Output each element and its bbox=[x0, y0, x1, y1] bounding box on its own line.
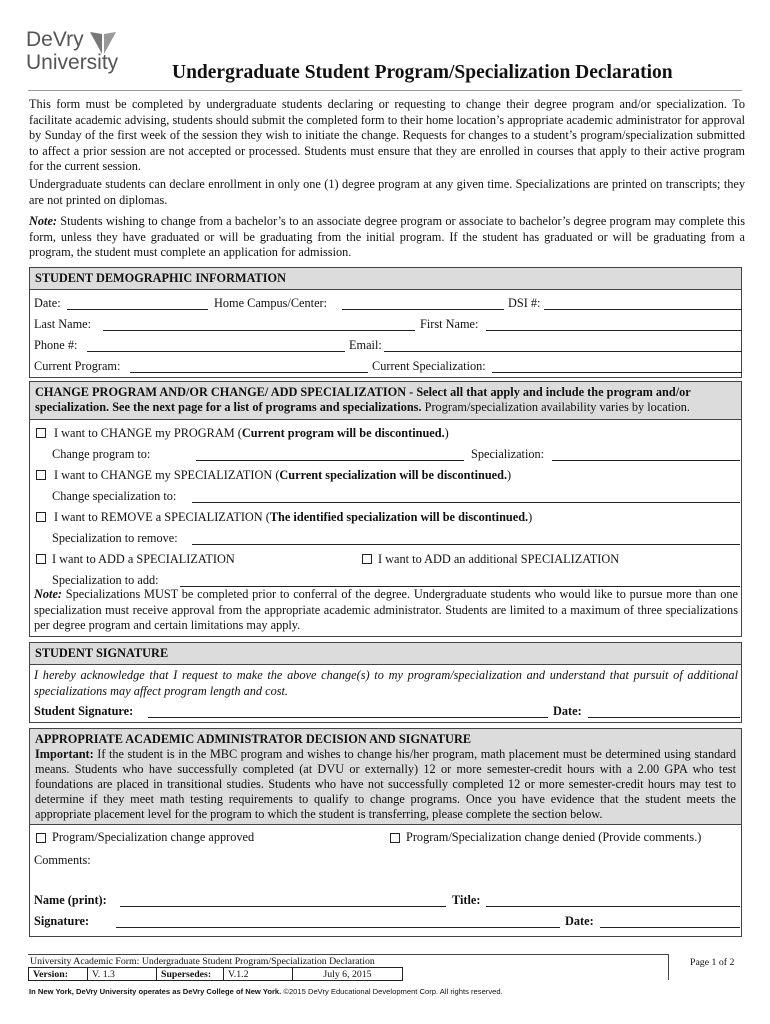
supersedes-value: V.1.2 bbox=[224, 968, 293, 981]
date-field[interactable] bbox=[67, 309, 208, 310]
add-additional-spec-checkbox[interactable] bbox=[362, 554, 372, 564]
change-spec-to-label: Change specialization to: bbox=[52, 489, 177, 503]
last-name-label: Last Name: bbox=[34, 317, 92, 331]
footer-divider bbox=[28, 954, 668, 955]
supersedes-label: Supersedes: bbox=[157, 968, 224, 981]
dsi-field[interactable] bbox=[544, 309, 742, 310]
specialization-field[interactable] bbox=[552, 460, 740, 461]
student-signature-field[interactable] bbox=[148, 717, 548, 718]
version-label: Version: bbox=[29, 968, 88, 981]
student-signature-label: Student Signature: bbox=[34, 704, 134, 718]
acknowledgement-text: I hereby acknowledge that I request to make the above change(s) to my program/specialization and understand that pursuit of additional specializations may affect program length and cost. bbox=[34, 668, 738, 698]
specialization-label: Specialization: bbox=[471, 447, 545, 461]
email-field[interactable] bbox=[384, 351, 742, 352]
version-table bbox=[28, 967, 403, 981]
student-signature-section bbox=[29, 642, 742, 723]
logo-line2: University bbox=[26, 51, 119, 74]
footer-vertical-divider bbox=[668, 954, 669, 980]
admin-signature-label: Signature: bbox=[34, 914, 90, 928]
current-spec-field[interactable] bbox=[492, 372, 742, 373]
spec-to-add-label: Specialization to add: bbox=[52, 573, 159, 587]
admin-date-field[interactable] bbox=[600, 927, 740, 928]
student-date-field[interactable] bbox=[588, 717, 740, 718]
current-program-field[interactable] bbox=[130, 372, 368, 373]
change-spec-option: I want to CHANGE my SPECIALIZATION (Current specialization will be discontinued.) bbox=[54, 468, 512, 482]
change-header: CHANGE PROGRAM AND/OR CHANGE/ ADD SPECIALIZATION - Select all that apply and include the program and/or specialization. See the next page for a list of programs and specializations. Program/specialization availability varies by location. bbox=[30, 382, 741, 420]
add-spec-option: I want to ADD a SPECIALIZATION bbox=[52, 552, 235, 566]
denied-checkbox[interactable] bbox=[390, 833, 400, 843]
comments-label: Comments: bbox=[34, 853, 91, 867]
admin-signature-field[interactable] bbox=[116, 927, 560, 928]
first-name-label: First Name: bbox=[420, 317, 479, 331]
intro-paragraph-2: Undergraduate students can declare enrollment in only one (1) degree program at any given time. Specializations are printed on transcripts; they are not printed on diplomas. bbox=[29, 177, 745, 207]
intro-note: Note: Students wishing to change from a bachelor’s to an associate degree program or associate to bachelor’s degree program may complete this form, unless they have graduated or will be graduating from the initial program. If the student has graduated or will be graduating from a program, the student must complete an application for admission. bbox=[29, 214, 745, 260]
current-program-label: Current Program: bbox=[34, 359, 121, 373]
change-spec-checkbox[interactable] bbox=[36, 470, 46, 480]
intro-paragraph-1: This form must be completed by undergraduate students declaring or requesting to change their degree program and/or specialization. To facilitate academic advising, students should submit the completed form to their home location’s appropriate academic administrator for approval by Sunday of the first week of the session they wish to initiate the change. Requests for changes to a student’s program/specialization submitted to affect a prior session are not accepted or processed. Students must ensure that they are enrolled in courses that apply to their active program for the current session. bbox=[29, 97, 745, 174]
shield-icon bbox=[88, 30, 118, 56]
name-print-field[interactable] bbox=[120, 906, 446, 907]
current-spec-label: Current Specialization: bbox=[372, 359, 486, 373]
approved-checkbox[interactable] bbox=[36, 833, 46, 843]
change-spec-to-field[interactable] bbox=[192, 502, 740, 503]
last-name-field[interactable] bbox=[103, 330, 415, 331]
admin-date-label: Date: bbox=[565, 914, 594, 928]
phone-field[interactable] bbox=[87, 351, 345, 352]
home-campus-field[interactable] bbox=[342, 309, 504, 310]
footer-page-number: Page 1 of 2 bbox=[690, 957, 735, 968]
date-label: Date: bbox=[34, 296, 61, 310]
remove-spec-checkbox[interactable] bbox=[36, 512, 46, 522]
spec-note: Note: Specializations MUST be completed prior to conferral of the degree. Undergraduate students who would like to pursue more than one specialization must receive approval from the appropriate academic administrator. Students are limited to a maximum of three specializations per degree program and certain limitations may apply. bbox=[34, 587, 738, 633]
footer-form-name: University Academic Form: Undergraduate Student Program/Specialization Declaration bbox=[30, 956, 375, 967]
change-program-to-label: Change program to: bbox=[52, 447, 151, 461]
student-signature-header: STUDENT SIGNATURE bbox=[30, 643, 741, 665]
version-date: July 6, 2015 bbox=[293, 968, 403, 981]
spec-to-remove-field[interactable] bbox=[192, 544, 740, 545]
approved-option: Program/Specialization change approved bbox=[52, 830, 255, 844]
denied-option: Program/Specialization change denied (Provide comments.) bbox=[406, 830, 702, 844]
title-label: Title: bbox=[452, 893, 481, 907]
add-spec-checkbox[interactable] bbox=[36, 554, 46, 564]
devry-logo bbox=[26, 28, 136, 88]
change-program-section bbox=[29, 381, 742, 637]
add-additional-spec-option: I want to ADD an additional SPECIALIZATION bbox=[378, 552, 620, 566]
name-print-label: Name (print): bbox=[34, 893, 107, 907]
change-program-to-field[interactable] bbox=[196, 460, 464, 461]
logo-line1: DeVry bbox=[26, 28, 84, 51]
title-field[interactable] bbox=[486, 906, 740, 907]
footer-legal: In New York, DeVry University operates as DeVry College of New York. ©2015 DeVry Educational Development Corp. All rights reserved. bbox=[29, 987, 503, 996]
phone-label: Phone #: bbox=[34, 338, 78, 352]
page-title: Undergraduate Student Program/Specialization Declaration bbox=[172, 62, 673, 83]
change-program-checkbox[interactable] bbox=[36, 428, 46, 438]
remove-spec-option: I want to REMOVE a SPECIALIZATION (The identified specialization will be discontinued.) bbox=[54, 510, 533, 524]
demographic-section bbox=[29, 267, 742, 378]
version-value: V. 1.3 bbox=[88, 968, 157, 981]
home-campus-label: Home Campus/Center: bbox=[214, 296, 328, 310]
student-date-label: Date: bbox=[553, 704, 582, 718]
admin-header: APPROPRIATE ACADEMIC ADMINISTRATOR DECISION AND SIGNATURE Important: If the student is in the MBC program and wishes to change his/her program, math placement must be determined using standard means. Students who have successfully completed (at DVU or externally) 12 or more semester-credit hours with a 2.00 GPA who test foundations are placed in transitional studies. Students who have not successfully completed 12 or more semester-credit hours may test to determine if they meet math testing requirements to qualify to change programs. Once you have evidence that the student meets the appropriate placement level for the program to which the student is transferring, please complete the section below. bbox=[30, 729, 741, 825]
change-program-option: I want to CHANGE my PROGRAM (Current program will be discontinued.) bbox=[54, 426, 449, 440]
spec-to-remove-label: Specialization to remove: bbox=[52, 531, 178, 545]
email-label: Email: bbox=[349, 338, 382, 352]
dsi-label: DSI #: bbox=[508, 296, 541, 310]
title-divider bbox=[28, 90, 742, 91]
admin-decision-section bbox=[29, 728, 742, 937]
first-name-field[interactable] bbox=[486, 330, 742, 331]
demographic-header: STUDENT DEMOGRAPHIC INFORMATION bbox=[30, 268, 741, 290]
